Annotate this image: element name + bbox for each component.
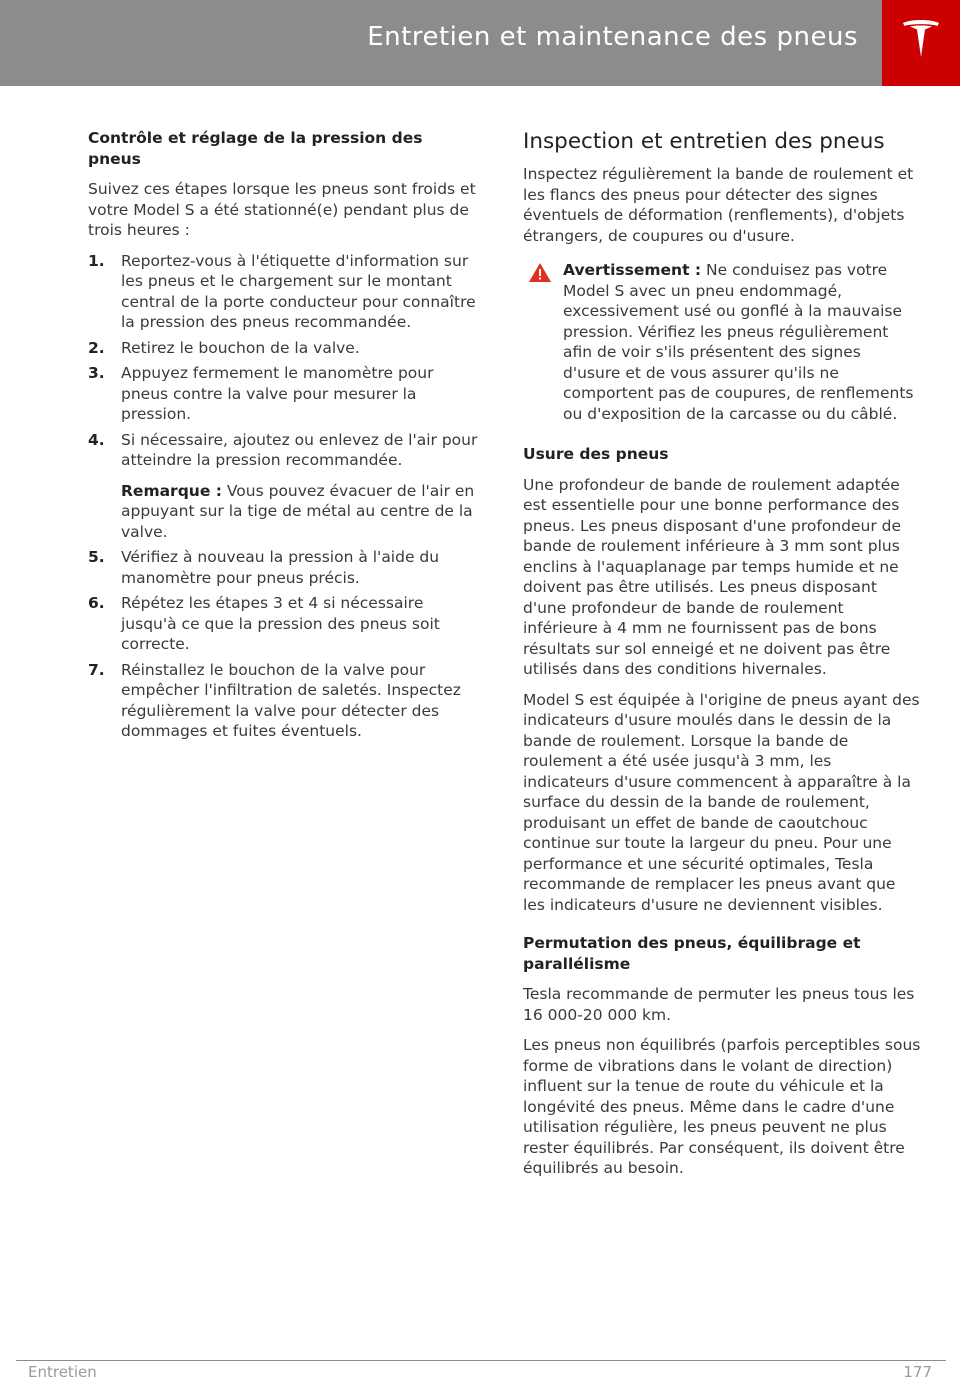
list-item — [88, 251, 480, 333]
warning-icon — [528, 262, 552, 283]
section-heading-rotation: Permutation des pneus, équilibrage et parallélisme — [523, 934, 861, 973]
step-text: Reportez-vous à l'étiquette d'information sur les pneus et le chargement sur le montant central de la porte conducteur pour connaître la pression des pneus recommandée. — [121, 251, 476, 331]
step-number: 4. — [88, 430, 105, 449]
section-heading-wear: Usure des pneus — [523, 445, 669, 463]
note-text: Vous pouvez évacuer de l'air en appuyant sur la tige de métal au centre de la valve. — [121, 481, 475, 541]
footer-section: Entretien — [28, 1363, 97, 1381]
wear-paragraph-1: Une profondeur de bande de roulement adaptée est essentielle pour une bonne performance des pneus. Les pneus disposant d'une profondeur de bande de roulement inférieure à 3 mm sont plus enclins à l'aquaplanage par temps humide et ne doivent pas être utilisés. Les pneus disposant d'une profondeur de bande de roulement inférieure à 4 mm ne fournissent pas de bons résultats sur sol enneigé et ne doivent pas être utilisés dans des conditions hivernales. — [523, 475, 902, 678]
note — [88, 481, 480, 543]
wear-paragraph-2: Model S est équipée à l'origine de pneus ayant des indicateurs d'usure moulés dans le dessin de la bande de roulement. Lorsque la bande de roulement a été usée jusqu'à 3 mm, les indicateurs d'usure commencent à apparaître à la surface du dessin de la bande de roulement, produisant un effet de bande de caoutchouc continue sur toute la largeur du pneu. Pour une performance et une sécurité optimales, Tesla recommande de remplacer les pneus avant que les indicateurs d'usure ne deviennent visibles. — [523, 690, 920, 914]
page-header — [0, 0, 960, 86]
list-item — [88, 593, 480, 655]
list-item — [88, 660, 480, 742]
step-text: Retirez le bouchon de la valve. — [121, 338, 360, 357]
list-item — [88, 363, 480, 425]
note-label: Remarque : — [121, 481, 222, 500]
step-text: Appuyez fermement le manomètre pour pneus contre la valve pour mesurer la pression. — [121, 364, 434, 423]
rotation-paragraph-1: Tesla recommande de permuter les pneus tous les 16 000-20 000 km. — [523, 985, 915, 1024]
footer-divider — [16, 1360, 946, 1361]
step-number: 3. — [88, 364, 105, 382]
step-text: Réinstallez le bouchon de la valve pour empêcher l'infiltration de saletés. Inspectez régulièrement la valve pour détecter des dommages et fuites éventuels. — [121, 660, 461, 740]
section-title-inspection: Inspection et entretien des pneus — [523, 129, 885, 154]
right-column — [523, 128, 921, 1189]
steps-list — [88, 251, 480, 471]
section-heading-pressure: Contrôle et réglage de la pression des pneus — [88, 129, 423, 168]
step-text: Vérifiez à nouveau la pression à l'aide du manomètre pour pneus précis. — [121, 548, 440, 587]
warning-text: Ne conduisez pas votre Model S avec un pneu endommagé, excessivement usé ou gonflé à la mauvaise pression. Vérifiez les pneus régulièrement afin de voir s'ils présentent des signes d'usure et de vous assurer qu'ils ne comportent pas de coupures, de renflements ou d'exposition de la carcasse ou du câblé. — [563, 261, 914, 423]
step-number: 1. — [88, 251, 105, 270]
step-number: 6. — [88, 594, 105, 612]
inspection-intro: Inspectez régulièrement la bande de roulement et les flancs des pneus pour détecter des signes éventuels de déformation (renflements), d'objets étrangers, de coupures ou d'usure. — [523, 165, 914, 245]
page-title: Entretien et maintenance des pneus — [367, 22, 858, 52]
tesla-logo-icon — [901, 17, 941, 63]
step-number: 2. — [88, 338, 105, 357]
step-number: 5. — [88, 548, 105, 566]
list-item — [88, 547, 480, 588]
logo-box — [882, 0, 960, 86]
warning-label: Avertissement : — [563, 261, 702, 279]
pressure-intro: Suivez ces étapes lorsque les pneus sont froids et votre Model S a été stationné(e) pendant plus de trois heures : — [88, 180, 476, 239]
steps-list-continued — [88, 547, 480, 742]
step-text: Si nécessaire, ajoutez ou enlevez de l'air pour atteindre la pression recommandée. — [121, 430, 478, 469]
page-number: 177 — [903, 1363, 932, 1381]
step-number: 7. — [88, 660, 105, 679]
list-item — [88, 338, 480, 359]
list-item — [88, 430, 480, 471]
left-column — [88, 128, 480, 747]
step-text: Répétez les étapes 3 et 4 si nécessaire jusqu'à ce que la pression des pneus soit correcte. — [121, 594, 440, 653]
warning-box — [523, 260, 921, 424]
rotation-paragraph-2: Les pneus non équilibrés (parfois perceptibles sous forme de vibrations dans le volant de direction) influent sur la tenue de route du véhicule et la longévité des pneus. Même dans le cadre d'une utilisation régulière, les pneus peuvent ne plus rester équilibrés. Par conséquent, ils doivent être équilibrés au besoin. — [523, 1036, 921, 1177]
